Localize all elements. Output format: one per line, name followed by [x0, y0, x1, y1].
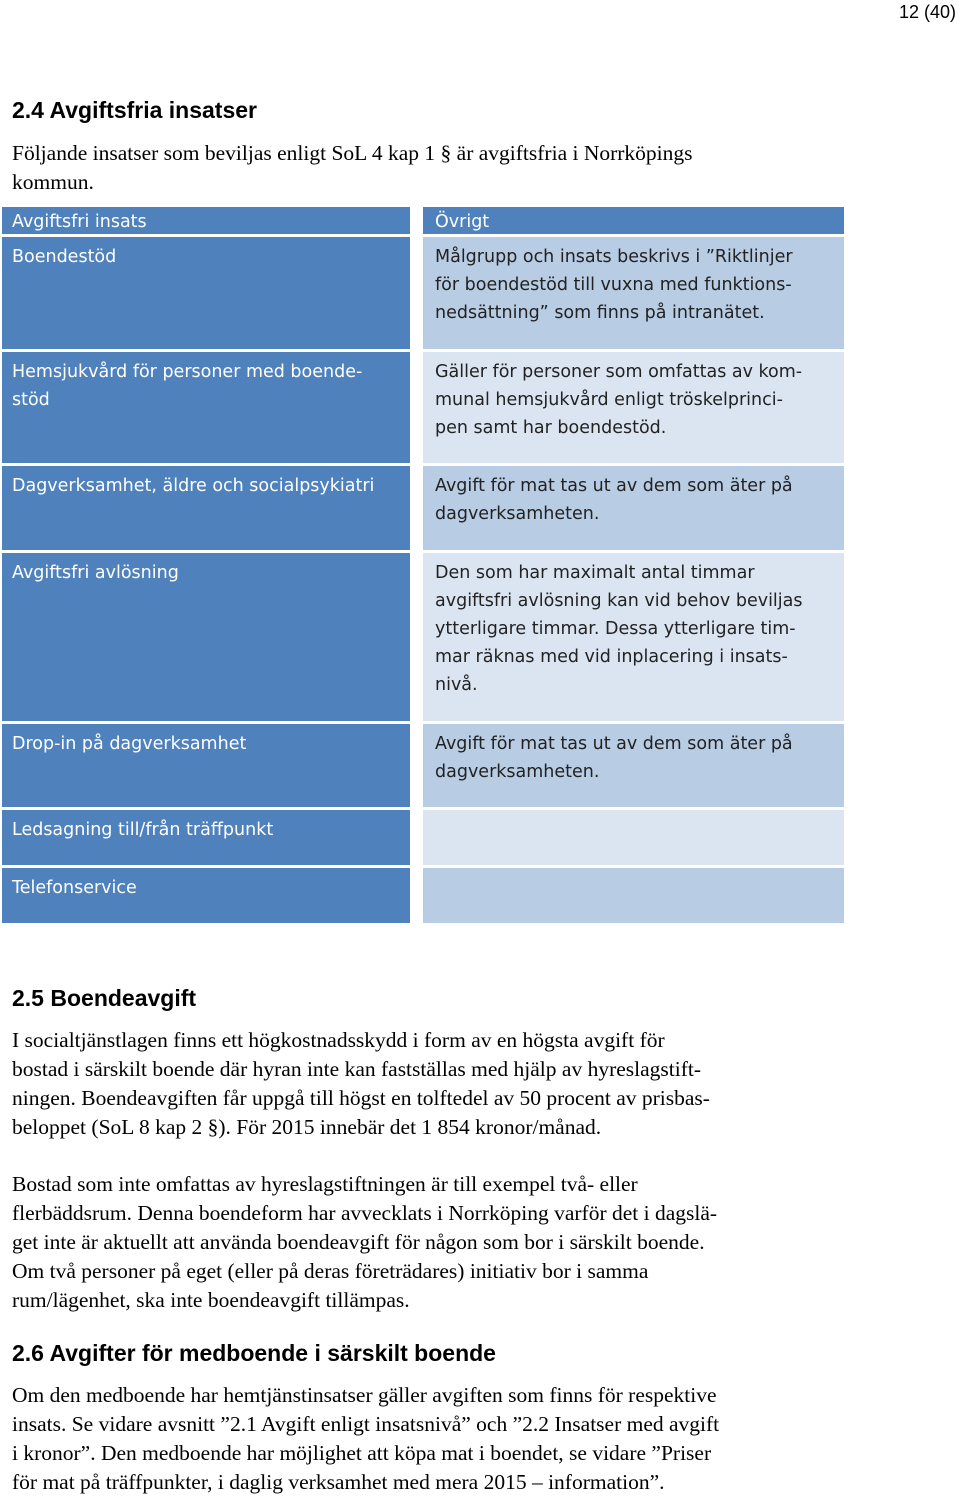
- section-2-4-intro: Följande insatser som beviljas enligt SoL 4 kap 1 § är avgiftsfria i Norrköpings kommun.: [12, 141, 693, 194]
- table-row: [2, 237, 844, 352]
- section-2-5-paragraph-2: Bostad som inte omfattas av hyreslagstiftningen är till exempel två- eller flerbäddsrum. Denna boendeform har avvecklats i Norrköping varför det i dagslä- get inte är aktuellt att använda boendeavgift för någon som bor i särskilt boende. Om två personer på eget (eller på deras företrädares) initiativ bor i samma rum/lägenhet, ska inte boendeavgift tillämpas.: [12, 1172, 718, 1312]
- free-services-table: [2, 207, 844, 926]
- table-cell-service: Drop-in på dagverksamhet: [2, 724, 413, 810]
- table-header-row: [2, 207, 844, 237]
- table-cell-service: Ledsagning till/från träffpunkt: [2, 810, 413, 868]
- section-2-5-paragraph-1: I socialtjänstlagen finns ett högkostnadsskydd i form av en högsta avgift för bostad i särskilt boende där hyran inte kan fastställas med hjälp av hyreslagstift- ningen. Boendeavgiften får uppgå till högst en tolftedel av 50 procent av prisbas- beloppet (SoL 8 kap 2 §). För 2015 innebär det 1 854 kronor/månad.: [12, 1028, 710, 1139]
- table-header-right: Övrigt: [413, 207, 844, 237]
- table-cell-note: [413, 868, 844, 926]
- table-cell-note: Målgrupp och insats beskrivs i ”Riktlinjer för boendestöd till vuxna med funktions- nedsättning” som finns på intranätet.: [413, 237, 844, 352]
- page-number: 12 (40): [898, 2, 956, 22]
- table-row: [2, 810, 844, 868]
- section-heading-2-4: 2.4 Avgiftsfria insatser: [12, 97, 258, 123]
- section-2-6-paragraph-1: Om den medboende har hemtjänstinsatser gäller avgiften som finns för respektive insats. Se vidare avsnitt ”2.1 Avgift enligt insatsnivå” och ”2.2 Insatser med avgift i kronor”. Den medboende har möjlighet att köpa mat i boendet, se vidare ”Priser för mat på träffpunkter, i daglig verksamhet med mera 2015 – information”.: [12, 1383, 720, 1494]
- table-cell-service: Dagverksamhet, äldre och socialpsykiatri: [2, 466, 413, 553]
- table-cell-service: Hemsjukvård för personer med boende- stöd: [2, 352, 413, 466]
- table-cell-service: Avgiftsfri avlösning: [2, 553, 413, 724]
- table-cell-service: Telefonservice: [2, 868, 413, 926]
- table-row: [2, 868, 844, 926]
- table-cell-service: Boendestöd: [2, 237, 413, 352]
- table-row: [2, 724, 844, 810]
- section-heading-2-6: 2.6 Avgifter för medboende i särskilt boende: [12, 1340, 496, 1366]
- table-header-left: Avgiftsfri insats: [2, 207, 413, 237]
- table-cell-note: Den som har maximalt antal timmar avgiftsfri avlösning kan vid behov beviljas ytterligare timmar. Dessa ytterligare tim- mar räknas med vid inplacering i insats- nivå.: [413, 553, 844, 724]
- table-row: [2, 352, 844, 466]
- table-cell-note: [413, 810, 844, 868]
- table-cell-note: Avgift för mat tas ut av dem som äter på dagverksamheten.: [413, 466, 844, 553]
- table-cell-note: Avgift för mat tas ut av dem som äter på dagverksamheten.: [413, 724, 844, 810]
- table-row: [2, 553, 844, 724]
- section-heading-2-5: 2.5 Boendeavgift: [12, 985, 197, 1011]
- table-row: [2, 466, 844, 553]
- table-cell-note: Gäller för personer som omfattas av kom- munal hemsjukvård enligt tröskelprinci- pen samt har boendestöd.: [413, 352, 844, 466]
